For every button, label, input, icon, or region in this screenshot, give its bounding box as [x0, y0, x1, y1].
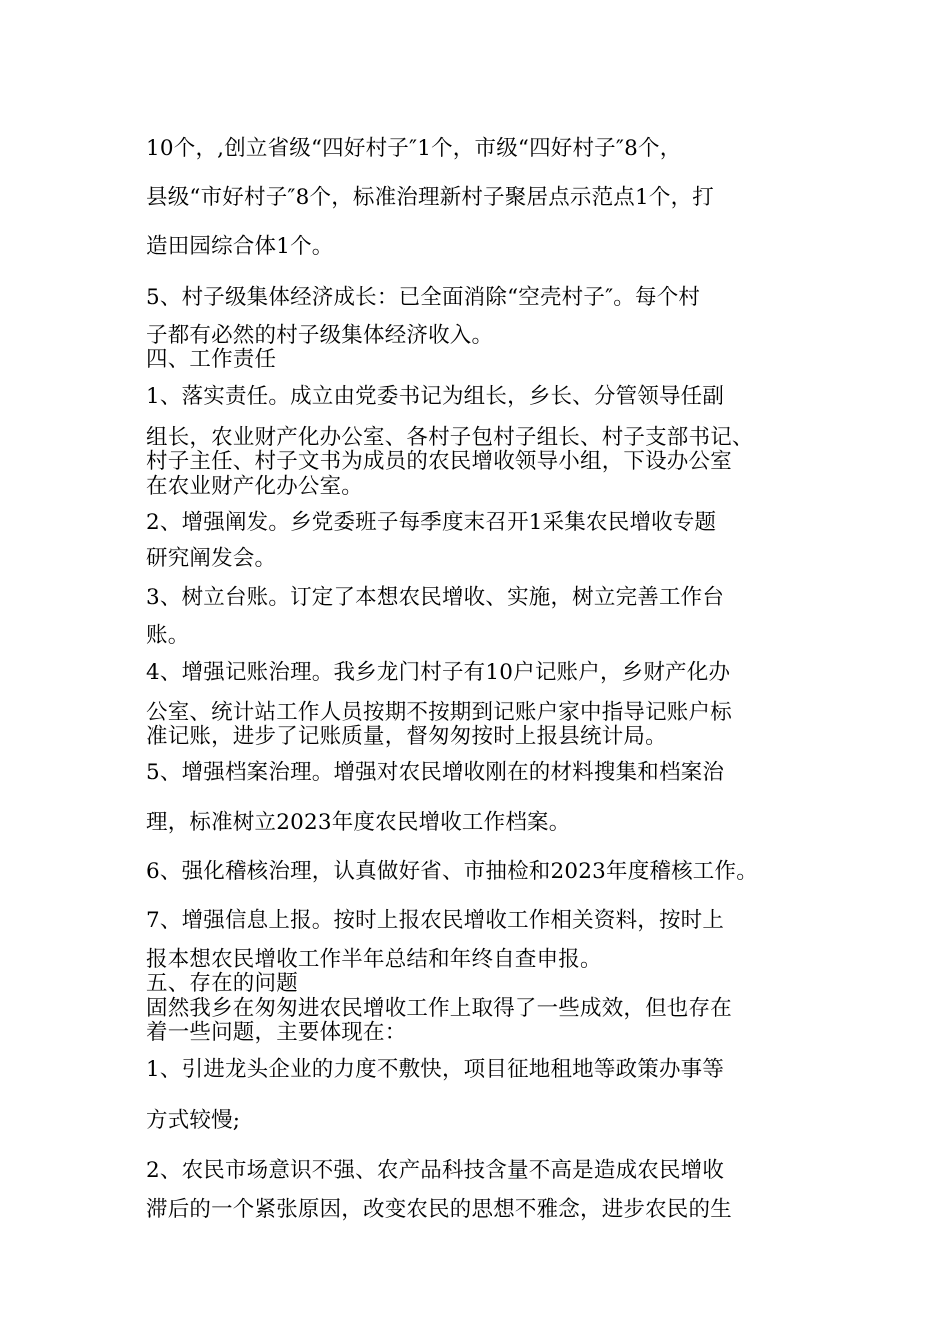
text-line: 在农业财产化办公室。 — [146, 474, 364, 499]
section-heading: 四、工作责任 — [146, 347, 277, 372]
text-line: 6、强化稽核治理，认真做好省、市抽检和2023年度稽核工作。 — [146, 859, 758, 884]
text-line: 10个，,创立省级“四好村子″1个，市级“四好村子″8个， — [146, 136, 682, 161]
text-line: 子都有必然的村子级集体经济收入。 — [146, 323, 494, 348]
text-line: 2、农民市场意识不强、农产品科技含量不高是造成农民增收 — [146, 1158, 725, 1183]
text-line: 组长，农业财产化办公室、各村子包村子组长、村子支部书记、 — [146, 425, 754, 450]
text-line: 账。 — [146, 623, 190, 648]
text-line: 7、增强信息上报。按时上报农民增收工作相关资料，按时上 — [146, 908, 725, 933]
text-line: 准记账，进步了记账质量，督匆匆按时上报县统计局。 — [146, 724, 667, 749]
text-line: 3、树立台账。订定了本想农民增收、实施，树立完善工作台 — [146, 585, 725, 610]
text-line: 固然我乡在匆匆进农民增收工作上取得了一些成效，但也存在 — [146, 996, 732, 1021]
text-line: 滞后的一个紧张原因，改变农民的思想不雅念，进步农民的生 — [146, 1197, 732, 1222]
text-line: 5、村子级集体经济成长：已全面消除“空壳村子″。每个村 — [146, 285, 701, 310]
text-line: 研究阐发会。 — [146, 546, 277, 571]
text-line: 5、增强档案治理。增强对农民增收刚在的材料搜集和档案治 — [146, 760, 725, 785]
text-line: 2、增强阐发。乡党委班子每季度末召开1采集农民增收专题 — [146, 510, 717, 535]
text-line: 县级“市好村子″8个，标准治理新村子聚居点示范点1个，打 — [146, 185, 714, 210]
text-line: 理，标准树立2023年度农民增收工作档案。 — [146, 810, 571, 835]
text-line: 村子主任、村子文书为成员的农民增收领导小组，下设办公室 — [146, 449, 732, 474]
text-line: 4、增强记账治理。我乡龙门村子有10户记账户，乡财产化办 — [146, 660, 731, 685]
section-heading: 五、存在的问题 — [146, 971, 298, 996]
text-line: 1、落实责任。成立由党委书记为组长，乡长、分管领导任副 — [146, 384, 725, 409]
text-line: 1、引进龙头企业的力度不敷快，项目征地租地等政策办事等 — [146, 1057, 725, 1082]
text-line: 着一些问题，主要体现在： — [146, 1020, 407, 1045]
text-line: 报本想农民增收工作半年总结和年终自查申报。 — [146, 947, 602, 972]
text-line: 方式较慢; — [146, 1108, 241, 1133]
text-line: 公室、统计站工作人员按期不按期到记账户家中指导记账户标 — [146, 700, 732, 725]
text-line: 造田园综合体1个。 — [146, 234, 334, 259]
